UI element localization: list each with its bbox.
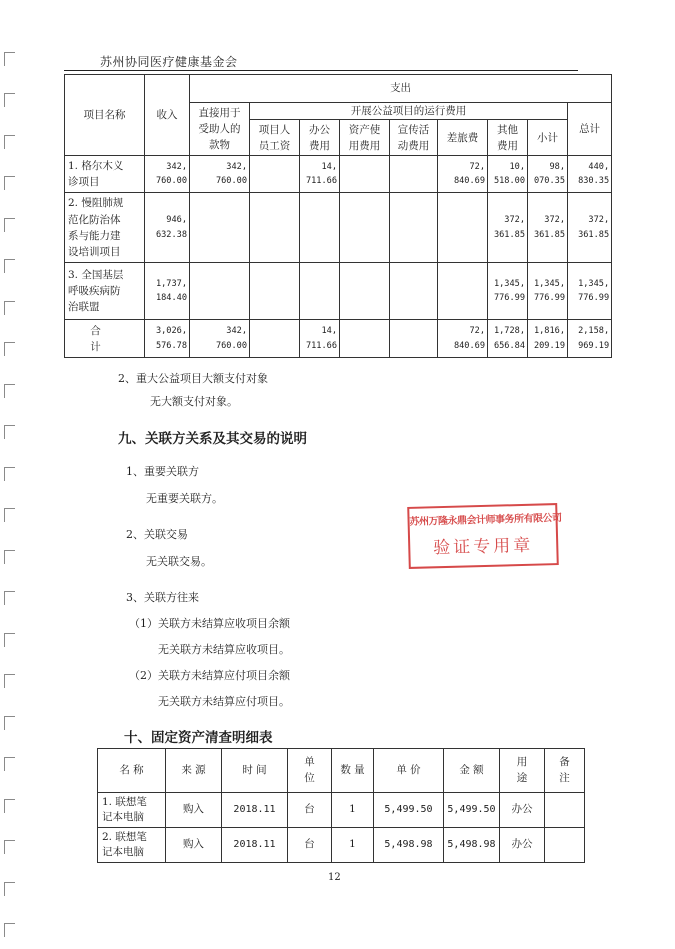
table-row: [65, 193, 612, 263]
col-total-header: 总计: [568, 103, 612, 156]
asset-qty: 1: [332, 793, 374, 828]
organization-header: 苏州协同医疗健康基金会: [100, 55, 238, 69]
header-rule: [64, 70, 578, 71]
asset-name: 2. 联想笔 记本电脑: [98, 828, 166, 863]
subtotal-cell: 372, 361.85: [528, 193, 568, 263]
payables-body: 无关联方未结算应付项目。: [158, 695, 290, 708]
asset-col-time: 时 间: [222, 749, 288, 793]
section-9-heading: 九、关联方关系及其交易的说明: [118, 431, 307, 447]
asset-use: 办公: [500, 793, 545, 828]
asset-col-qty: 数 量: [332, 749, 374, 793]
project-name: 1. 格尔木义 诊项目: [65, 156, 145, 193]
staff-cell: [250, 263, 300, 320]
direct-cell: [190, 263, 250, 320]
promo-cell: [390, 263, 438, 320]
col-direct-header: 直接用于 受助人的 款物: [190, 103, 250, 156]
income-cell: 946, 632.38: [145, 193, 190, 263]
major-projects-title: 2、重大公益项目大额支付对象: [118, 372, 268, 385]
asset-cell: [340, 320, 390, 358]
staff-cell: [250, 193, 300, 263]
asset-time: 2018.11: [222, 828, 288, 863]
col-office-header: 办公 费用: [300, 120, 340, 156]
total-cell: 1,345, 776.99: [568, 263, 612, 320]
asset-col-source: 来 源: [166, 749, 222, 793]
project-name: 2. 慢阻肺规 范化防治体 系与能力建 设培训项目: [65, 193, 145, 263]
asset-time: 2018.11: [222, 793, 288, 828]
col-asset-header: 资产使 用费用: [340, 120, 390, 156]
receivables-title: （1）关联方未结算应收项目余额: [129, 617, 290, 630]
asset-price: 5,499.50: [374, 793, 444, 828]
total-cell: 372, 361.85: [568, 193, 612, 263]
receivables-body: 无关联方未结算应收项目。: [158, 643, 290, 656]
asset-amount: 5,498.98: [444, 828, 500, 863]
col-project-header: 项目名称: [65, 75, 145, 156]
total-label: 合 计: [65, 320, 145, 358]
table-row: [98, 828, 585, 863]
direct-cell: 342, 760.00: [190, 320, 250, 358]
section-10-heading: 十、固定资产清查明细表: [124, 730, 273, 746]
col-income-header: 收入: [145, 75, 190, 156]
subtotal-cell: 1,345, 776.99: [528, 263, 568, 320]
promo-cell: [390, 193, 438, 263]
travel-cell: 72, 840.69: [438, 320, 488, 358]
asset-col-name: 名 称: [98, 749, 166, 793]
office-cell: 14, 711.66: [300, 320, 340, 358]
asset-col-price: 单 价: [374, 749, 444, 793]
asset-note: [545, 828, 585, 863]
payables-title: （2）关联方未结算应付项目余额: [129, 669, 290, 682]
income-cell: 1,737, 184.40: [145, 263, 190, 320]
direct-cell: 342, 760.00: [190, 156, 250, 193]
asset-name: 1. 联想笔 记本电脑: [98, 793, 166, 828]
office-cell: [300, 263, 340, 320]
col-subtotal-header: 小计: [528, 120, 568, 156]
asset-source: 购入: [166, 828, 222, 863]
col-other-header: 其他 费用: [488, 120, 528, 156]
asset-cell: [340, 193, 390, 263]
asset-col-unit: 单 位: [288, 749, 332, 793]
income-cell: 342, 760.00: [145, 156, 190, 193]
other-cell: 1,345, 776.99: [488, 263, 528, 320]
travel-cell: [438, 263, 488, 320]
major-projects-body: 无大额支付对象。: [150, 395, 238, 408]
related-party-major-body: 无重要关联方。: [146, 492, 223, 505]
other-cell: 372, 361.85: [488, 193, 528, 263]
subtotal-cell: 1,816, 209.19: [528, 320, 568, 358]
verification-stamp: [407, 503, 562, 569]
staff-cell: [250, 320, 300, 358]
page-number: 12: [328, 872, 341, 883]
staff-cell: [250, 156, 300, 193]
col-running-header: 开展公益项目的运行费用: [250, 103, 568, 120]
fixed-asset-table: [97, 748, 585, 863]
col-staff-header: 项目人 员工资: [250, 120, 300, 156]
related-party-transactions-title: 2、关联交易: [126, 528, 188, 541]
direct-cell: [190, 193, 250, 263]
asset-unit: 台: [288, 828, 332, 863]
promo-cell: [390, 320, 438, 358]
asset-cell: [340, 263, 390, 320]
promo-cell: [390, 156, 438, 193]
related-party-major-title: 1、重要关联方: [126, 465, 199, 478]
asset-header-row: [98, 749, 585, 793]
asset-col-use: 用 途: [500, 749, 545, 793]
income-cell: 3,026, 576.78: [145, 320, 190, 358]
table-row: [65, 263, 612, 320]
total-cell: 440, 830.35: [568, 156, 612, 193]
other-cell: 10, 518.00: [488, 156, 528, 193]
asset-unit: 台: [288, 793, 332, 828]
travel-cell: 72, 840.69: [438, 156, 488, 193]
col-travel-header: 差旅费: [438, 120, 488, 156]
col-expense-header: 支出: [190, 75, 612, 103]
office-cell: [300, 193, 340, 263]
asset-source: 购入: [166, 793, 222, 828]
asset-qty: 1: [332, 828, 374, 863]
table-row: [65, 156, 612, 193]
asset-cell: [340, 156, 390, 193]
office-cell: 14, 711.66: [300, 156, 340, 193]
asset-amount: 5,499.50: [444, 793, 500, 828]
total-cell: 2,158, 969.19: [568, 320, 612, 358]
travel-cell: [438, 193, 488, 263]
stamp-firm-name: 苏州万隆永鼎会计师事务所有限公司: [409, 512, 562, 528]
total-row: [65, 320, 612, 358]
asset-use: 办公: [500, 828, 545, 863]
other-cell: 1,728, 656.84: [488, 320, 528, 358]
col-promo-header: 宣传活 动费用: [390, 120, 438, 156]
table-row: [98, 793, 585, 828]
subtotal-cell: 98, 070.35: [528, 156, 568, 193]
related-party-transactions-body: 无关联交易。: [146, 555, 212, 568]
related-party-balances-title: 3、关联方往来: [126, 591, 199, 604]
expense-table: [64, 74, 612, 358]
stamp-title: 验证专用章: [433, 535, 534, 559]
asset-price: 5,498.98: [374, 828, 444, 863]
asset-note: [545, 793, 585, 828]
project-name: 3. 全国基层 呼吸疾病防 治联盟: [65, 263, 145, 320]
asset-col-amount: 金 额: [444, 749, 500, 793]
asset-col-note: 备 注: [545, 749, 585, 793]
